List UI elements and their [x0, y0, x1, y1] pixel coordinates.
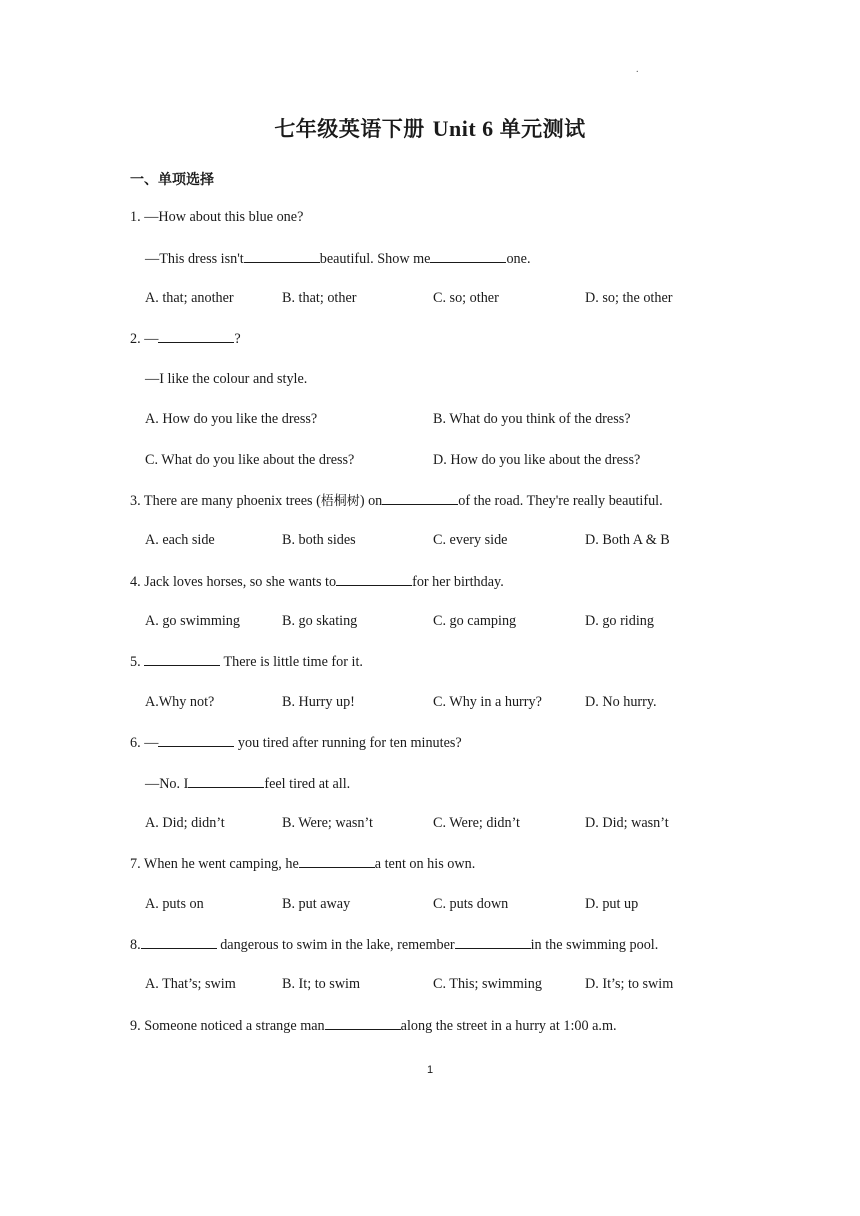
q8-option-d: D. It’s; to swim	[585, 976, 674, 992]
q5-text-1: 5.	[130, 654, 145, 670]
q2-line2: —I like the colour and style.	[145, 371, 308, 387]
q9-stem	[130, 1016, 617, 1035]
q6-stem	[130, 733, 462, 752]
answer-blank	[144, 652, 220, 666]
q8-option-a: A. That’s; swim	[145, 976, 236, 992]
answer-blank	[336, 572, 412, 586]
answer-blank	[141, 935, 217, 949]
answer-blank	[299, 854, 375, 868]
q6-text-1: 6. —	[130, 735, 159, 751]
q3-text-3: of the road. They're really beautiful.	[458, 493, 663, 509]
page-title	[0, 113, 860, 143]
answer-blank	[325, 1016, 401, 1030]
q6-option-d: D. Did; wasn’t	[585, 815, 669, 831]
q3-chinese-note: 梧桐树	[320, 494, 360, 509]
q2-option-a: A. How do you like the dress?	[145, 411, 318, 427]
q3-option-a: A. each side	[145, 532, 215, 548]
q6-option-a: A. Did; didn’t	[145, 815, 225, 831]
answer-blank	[244, 249, 320, 263]
q5-stem	[130, 652, 363, 671]
q6-text-3: —No. I	[145, 776, 189, 792]
q8-option-b: B. It; to swim	[282, 976, 361, 992]
q3-option-d: D. Both A & B	[585, 532, 670, 548]
q7-option-d: D. put up	[585, 896, 639, 912]
q7-option-c: C. puts down	[433, 896, 509, 912]
q7-option-b: B. put away	[282, 896, 351, 912]
q4-option-b: B. go skating	[282, 613, 358, 629]
title-unit: Unit 6	[432, 116, 500, 141]
q1-text-2: beautiful. Show me	[319, 251, 431, 267]
q1-text-1: —This dress isn't	[145, 251, 244, 267]
q2-option-b: B. What do you think of the dress?	[433, 411, 631, 427]
answer-blank	[455, 935, 531, 949]
q6-option-c: C. Were; didn’t	[433, 815, 520, 831]
q2-text-2: ?	[234, 331, 241, 347]
q6-text-4: feel tired at all.	[264, 776, 351, 792]
q6-option-b: B. Were; wasn’t	[282, 815, 373, 831]
q4-text-2: for her birthday.	[412, 574, 504, 590]
q7-stem	[130, 854, 475, 873]
q5-option-c: C. Why in a hurry?	[433, 694, 542, 710]
q5-option-d: D. No hurry.	[585, 694, 657, 710]
q8-option-c: C. This; swimming	[433, 976, 542, 992]
q1-line2	[145, 249, 531, 268]
q5-text-2: There is little time for it.	[220, 654, 363, 670]
q4-option-d: D. go riding	[585, 613, 654, 629]
q7-text-1: 7. When he went camping, he	[130, 856, 299, 872]
q4-stem	[130, 572, 504, 591]
q3-text-1: 3. There are many phoenix trees (	[130, 493, 321, 509]
q6-text-2: you tired after running for ten minutes?	[234, 735, 462, 751]
answer-blank	[430, 249, 506, 263]
q9-text-2: along the street in a hurry at 1:00 a.m.	[400, 1018, 617, 1034]
q9-text-1: 9. Someone noticed a strange man	[130, 1018, 325, 1034]
q1-option-c: C. so; other	[433, 290, 499, 306]
header-dot: .	[636, 64, 639, 75]
q3-text-2: ) on	[359, 493, 383, 509]
q1-option-d: D. so; the other	[585, 290, 673, 306]
q1-stem: 1. —How about this blue one?	[130, 209, 304, 225]
q4-option-a: A. go swimming	[145, 613, 240, 629]
answer-blank	[158, 329, 234, 343]
answer-blank	[158, 733, 234, 747]
q5-option-a: A.Why not?	[145, 694, 215, 710]
q3-stem	[130, 491, 663, 511]
q7-option-a: A. puts on	[145, 896, 204, 912]
q1-text-3: one.	[506, 251, 531, 267]
q1-option-a: A. that; another	[145, 290, 234, 306]
q8-stem	[130, 935, 658, 954]
q8-text-3: in the swimming pool.	[530, 937, 659, 953]
q5-option-b: B. Hurry up!	[282, 694, 355, 710]
q1-option-b: B. that; other	[282, 290, 357, 306]
q8-text-1: 8.	[130, 937, 141, 953]
section-heading: 一、单项选择	[130, 172, 214, 188]
q2-option-c: C. What do you like about the dress?	[145, 452, 355, 468]
q4-text-1: 4. Jack loves horses, so she wants to	[130, 574, 337, 590]
q3-option-c: C. every side	[433, 532, 508, 548]
page-number: 1	[426, 1064, 434, 1076]
q8-text-2: dangerous to swim in the lake, remember	[216, 937, 455, 953]
q2-stem	[130, 329, 241, 348]
answer-blank	[382, 491, 458, 505]
answer-blank	[188, 774, 264, 788]
q7-text-2: a tent on his own.	[374, 856, 476, 872]
q3-option-b: B. both sides	[282, 532, 356, 548]
q2-option-d: D. How do you like about the dress?	[433, 452, 641, 468]
q6-line2	[145, 774, 350, 793]
title-cn-prefix: 七年级英语下册	[274, 117, 433, 141]
title-cn-suffix: 单元测试	[499, 117, 586, 141]
q2-text-1: 2. —	[130, 331, 159, 347]
q4-option-c: C. go camping	[433, 613, 517, 629]
